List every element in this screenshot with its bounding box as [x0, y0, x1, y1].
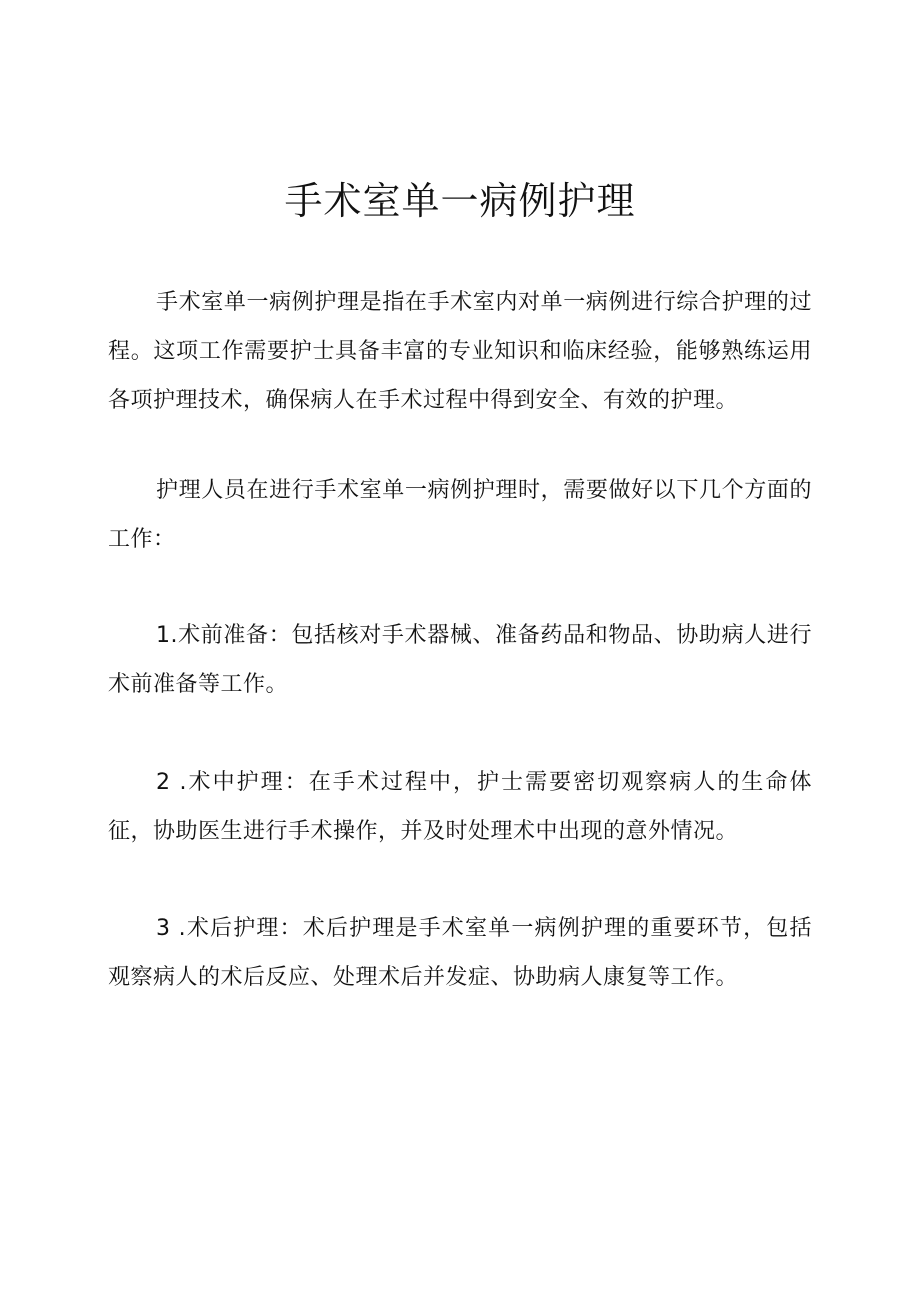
work-aspects-paragraph: 护理人员在进行手术室单一病例护理时，需要做好以下几个方面的工作： [108, 478, 812, 552]
document-title: 手术室单一病例护理 [284, 179, 636, 223]
preoperative-preparation-paragraph: 1.术前准备：包括核对手术器械、准备药品和物品、协助病人进行术前准备等工作。 [108, 623, 812, 697]
postoperative-nursing-paragraph: 3 .术后护理：术后护理是手术室单一病例护理的重要环节，包括观察病人的术后反应、处理术后并发症、协助病人康复等工作。 [108, 916, 812, 990]
intraoperative-nursing-paragraph: 2 .术中护理：在手术过程中，护士需要密切观察病人的生命体征，协助医生进行手术操作，并及时处理术中出现的意外情况。 [108, 770, 812, 844]
intro-paragraph: 手术室单一病例护理是指在手术室内对单一病例进行综合护理的过程。这项工作需要护士具备丰富的专业知识和临床经验，能够熟练运用各项护理技术，确保病人在手术过程中得到安全、有效的护理。 [108, 290, 812, 413]
